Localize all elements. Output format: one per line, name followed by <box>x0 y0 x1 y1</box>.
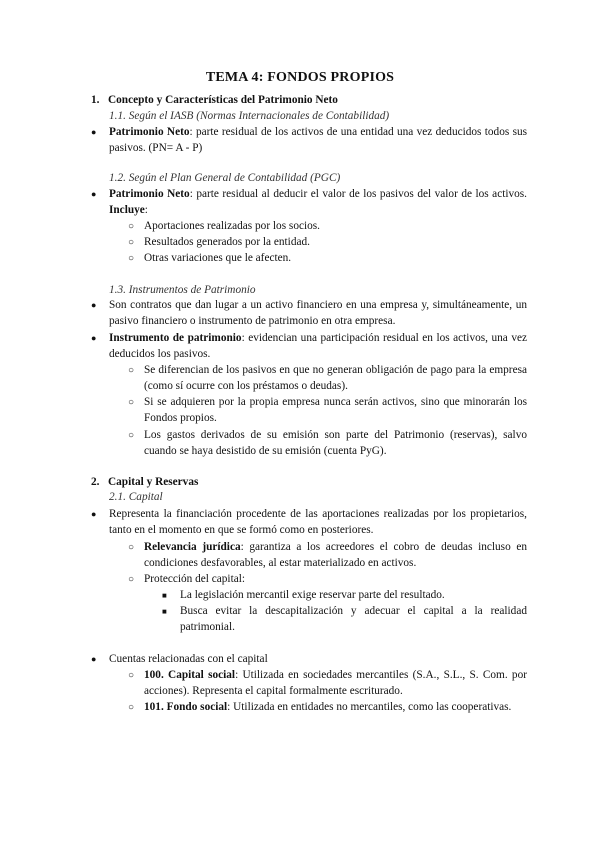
account-item <box>128 700 527 716</box>
circle-bullet-icon: ○ <box>128 365 135 376</box>
bold-term: Patrimonio Neto <box>109 126 190 138</box>
bullet-dot-icon: ● <box>91 300 97 310</box>
sub-list-item <box>128 540 527 571</box>
sub-sub-list-text: La legislación mercantil exige reservar parte del resultado. <box>180 589 445 601</box>
sub-sub-list-text: Busca evitar la descapitalización y adecuar el capital a la realidad patrimonial. <box>180 605 527 633</box>
sub-list-text: Otras variaciones que le afecten. <box>144 252 292 264</box>
bold-term: Relevancia jurídica <box>144 541 241 553</box>
circle-bullet-icon: ○ <box>128 397 135 408</box>
sub-list-text: Los gastos derivados de su emisión son parte del Patrimonio (reservas), salvo cuando se haya desistido de su emisión (cuenta PyG). <box>144 429 527 457</box>
sub-list-text: : garantiza a los acreedores el cobro de deudas incluso en condiciones desfavorables, al estar materializado en activos. <box>144 541 527 569</box>
sub-list-text: Protección del capital: <box>144 573 246 585</box>
account-text: : Utilizada en sociedades mercantiles (S.A., S.L., S. Com. por acciones). Representa el capital formalmente escriturado. <box>144 669 527 697</box>
sub-list-item <box>128 395 527 426</box>
bold-term: 100. Capital social <box>144 669 236 681</box>
section-heading-2 <box>91 475 198 491</box>
bullet-text: : <box>144 203 148 216</box>
bullet-text: : parte residual de los activos de una entidad una vez deducidos todos sus pasivos. (PN= A - P) <box>109 126 528 154</box>
sub-list-item <box>128 251 527 267</box>
sub-list-text: Se diferencian de los pasivos en que no generan obligación de pago para la empresa (como sí ocurre con los préstamos o deudas). <box>144 364 527 392</box>
bullet-text: : parte residual al deducir el valor de los pasivos del valor de los activos. <box>189 188 528 200</box>
bullet-text: : evidencian una participación residual en los activos, una vez deducidos los pasivos. <box>109 332 527 360</box>
subsection-title-1-2: 1.2. Según el Plan General de Contabilidad (PGC) <box>109 172 341 184</box>
sub-list-text: Si se adquieren por la propia empresa nunca serán activos, sino que minorarán los Fondos propios. <box>144 396 527 424</box>
bullet-dot-icon: ● <box>91 333 97 343</box>
bullet-dot-icon: ● <box>91 189 97 199</box>
bullet-dot-icon: ● <box>91 654 97 664</box>
circle-bullet-icon: ○ <box>128 430 135 441</box>
bullet-dot-icon: ● <box>91 127 97 137</box>
circle-bullet-icon: ○ <box>128 670 135 681</box>
circle-bullet-icon: ○ <box>128 702 135 713</box>
section-number: 1. <box>91 94 100 106</box>
circle-bullet-icon: ○ <box>128 253 135 264</box>
document-title: TEMA 4: FONDOS PROPIOS <box>205 70 395 85</box>
sub-list-item <box>128 428 527 459</box>
sub-list-text: Resultados generados por la entidad. <box>144 236 310 248</box>
sub-list-item <box>128 363 527 394</box>
sub-list-text: Aportaciones realizadas por los socios. <box>144 220 320 232</box>
bold-term: Patrimonio Neto <box>109 188 190 200</box>
sub-list-item <box>128 219 527 235</box>
circle-bullet-icon: ○ <box>128 237 135 248</box>
bullet-dot-icon: ● <box>91 509 97 519</box>
section-number: 2. <box>91 476 100 488</box>
bullet-item <box>91 507 527 538</box>
subsection-title-2-1: 2.1. Capital <box>109 491 163 503</box>
sub-sub-list-item <box>162 588 527 604</box>
subsection-title-1-1: 1.1. Según el IASB (Normas Internacionales de Contabilidad) <box>109 110 390 122</box>
bullet-text: Cuentas relacionadas con el capital <box>109 653 268 665</box>
bullet-item <box>91 125 527 156</box>
sub-list-item <box>128 572 527 588</box>
section-heading-text: Capital y Reservas <box>108 476 199 488</box>
bullet-item <box>91 652 527 668</box>
sub-sub-list-item <box>162 604 527 635</box>
section-heading-1 <box>91 93 338 109</box>
circle-bullet-icon: ○ <box>128 221 135 232</box>
circle-bullet-icon: ○ <box>128 542 135 553</box>
account-text: : Utilizada en entidades no mercantiles, como las cooperativas. <box>227 701 512 713</box>
bold-term: Instrumento de patrimonio <box>109 332 242 344</box>
circle-bullet-icon: ○ <box>128 574 135 585</box>
bullet-text: Representa la financiación procedente de las aportaciones realizadas por los propietarios, tanto en el momento en que se formó como en posteriores. <box>109 508 527 536</box>
bullet-item <box>91 187 527 218</box>
bullet-item <box>91 331 527 362</box>
bullet-item <box>91 298 527 329</box>
account-item <box>128 668 527 699</box>
section-heading-text: Concepto y Características del Patrimonio Neto <box>108 94 338 106</box>
sub-list-item <box>128 235 527 251</box>
bold-term: Incluye <box>109 203 145 216</box>
subsection-title-1-3: 1.3. Instrumentos de Patrimonio <box>109 284 256 296</box>
bold-term: 101. Fondo social <box>144 701 228 713</box>
square-bullet-icon: ■ <box>162 607 167 616</box>
square-bullet-icon: ■ <box>162 591 167 600</box>
bullet-text: Son contratos que dan lugar a un activo financiero en una empresa y, simultáneamente, un pasivo financiero o instrumento de patrimonio en otra empresa. <box>109 299 527 327</box>
